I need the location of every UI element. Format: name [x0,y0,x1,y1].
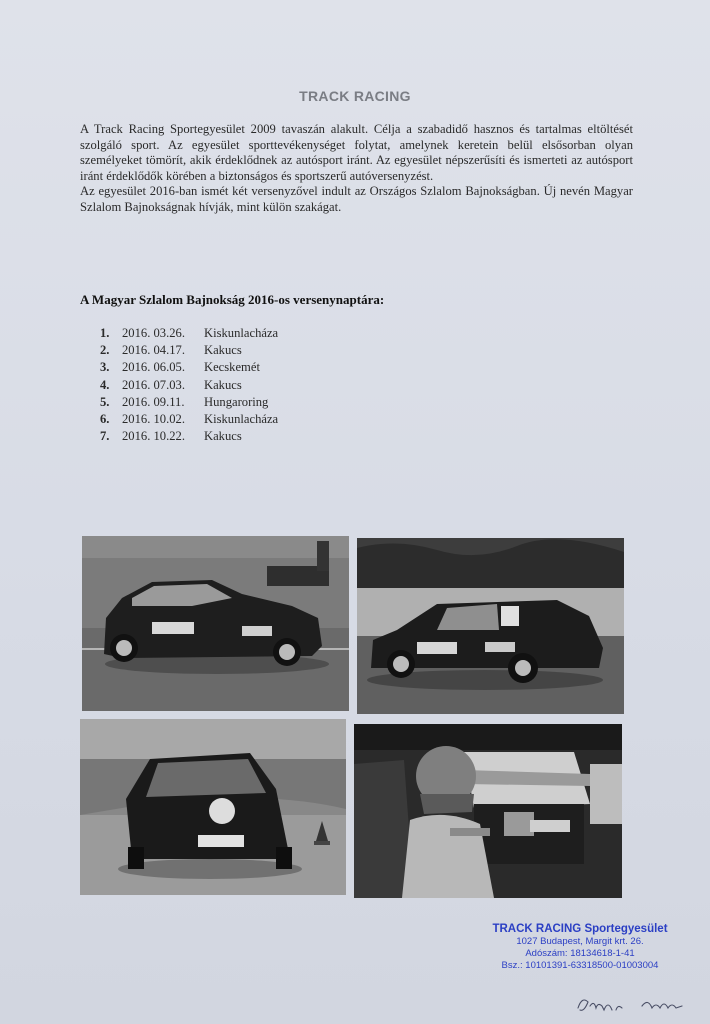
event-number: 5. [100,394,110,409]
list-item [100,325,278,342]
stamp-tax-id: Adószám: 18134618-1-41 [525,948,635,959]
event-number: 1. [100,326,110,340]
event-number: 4. [100,377,110,392]
event-place: Kakucs [204,377,242,392]
event-place: Kakucs [204,343,242,358]
event-place: Kakucs [204,429,242,444]
event-number: 3. [100,360,110,375]
event-list [100,325,278,445]
event-date: 2016. 07.03. [122,377,185,392]
intro-paragraph-1: A Track Racing Sportegyesület 2009 tavaszán alakult. Célja a szabadidő hasznos és tartalmas eltöltését szolgáló sport. Az egyesület sporttevékenységet folytat, amelynek keretein belül elsősorban olyan személyeket tömörít, akik érdeklődnek az autósport iránt. Az egyesület népszerűsíti és ismerteti az autósport iránt érdeklődők körében a biztonságos és sportszerű autóversenyzést. [80,122,633,183]
event-number: 2. [100,343,110,358]
intro-text [80,122,633,216]
event-place: Kiskunlacháza [204,412,279,427]
stamp-address: 1027 Budapest, Margit krt. 26. [516,936,644,947]
list-item [100,411,278,428]
list-item [100,394,278,411]
event-date: 2016. 03.26. [122,326,185,340]
event-place: Hungaroring [204,394,269,409]
list-item [100,428,278,445]
stamp-name: TRACK RACING Sportegyesület [492,923,668,935]
list-item [100,377,278,394]
event-number: 6. [100,412,110,427]
event-number: 7. [100,429,110,444]
intro-paragraph-2: Az egyesület 2016-ban ismét két versenyzővel indult az Országos Szlalom Bajnokságban. Új nevén Magyar Szlalom Bajnokságnak hívják, mint külön szakágat. [80,184,633,214]
photo-car-rear [80,719,346,895]
event-date: 2016. 10.02. [122,412,185,427]
list-item [100,359,278,376]
club-stamp [474,922,686,972]
event-date: 2016. 04.17. [122,343,185,358]
calendar-heading: A Magyar Szlalom Bajnokság 2016-os versenynaptára: [80,292,385,307]
list-item [100,342,278,359]
event-place: Kiskunlacháza [204,326,279,340]
photo-car-side-left [82,536,349,711]
event-date: 2016. 06.05. [122,360,185,375]
event-date: 2016. 10.22. [122,429,185,444]
event-place: Kecskemét [204,360,260,375]
stamp-bank: Bsz.: 10101391-63318500-01003004 [501,960,659,971]
photo-car-side-right [357,538,624,714]
event-date: 2016. 09.11. [122,394,185,409]
handwritten-signature [572,990,692,1018]
photo-driver-cockpit [354,724,622,898]
document-title: TRACK RACING [299,88,411,104]
